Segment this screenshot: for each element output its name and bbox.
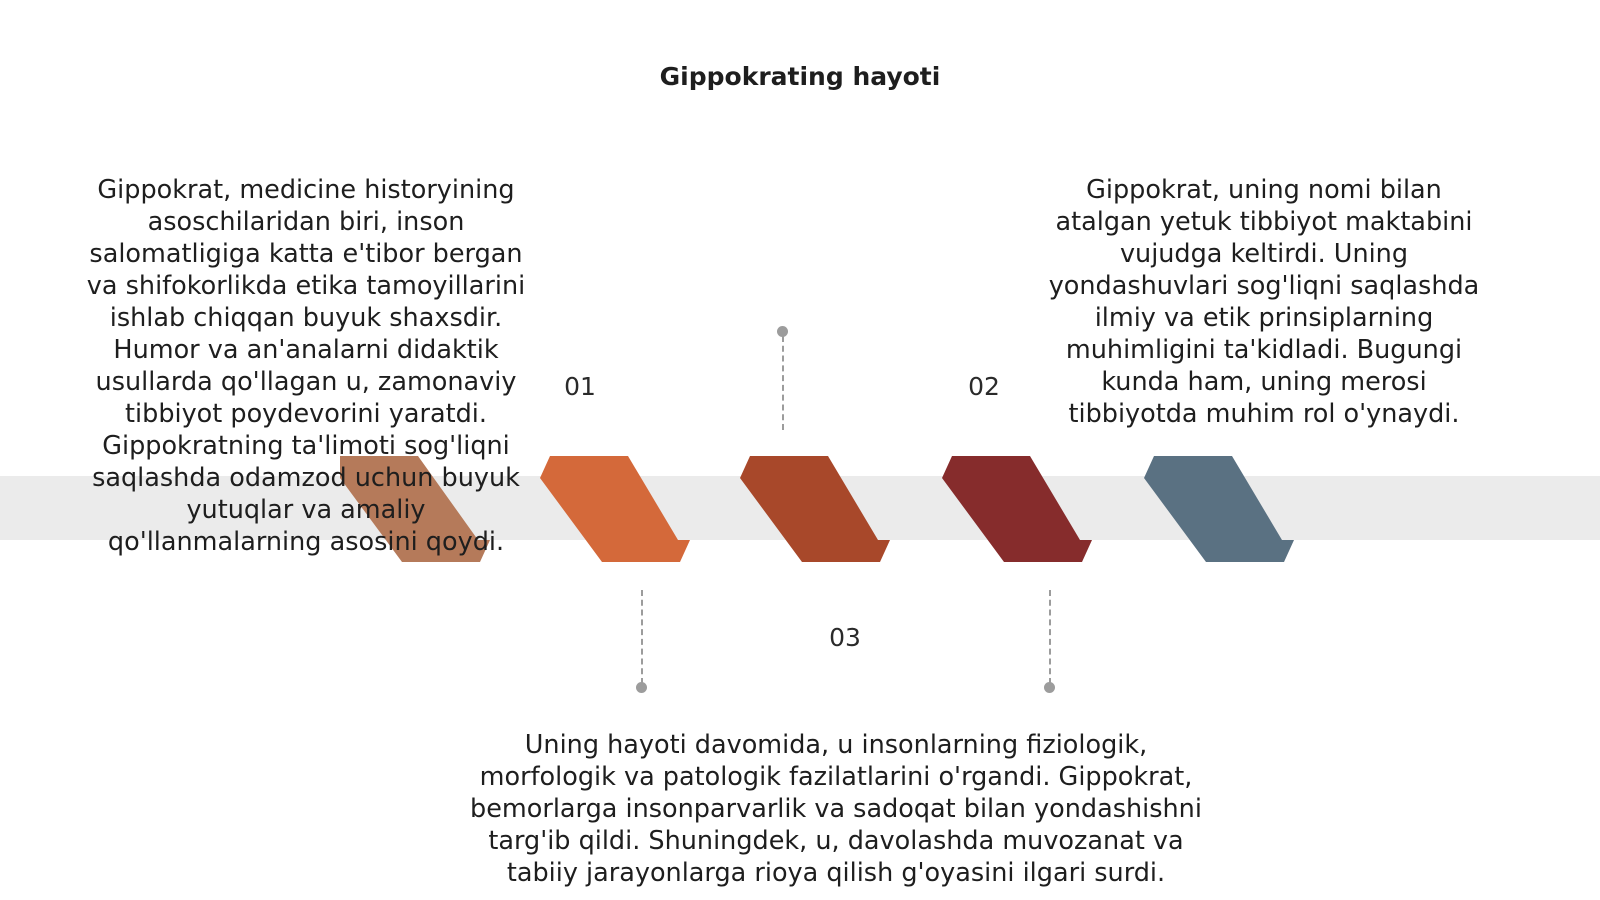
step-number-01: 01	[564, 372, 596, 401]
timeline-shape-2	[540, 456, 690, 562]
step-text-03: Uning hayoti davomida, u insonlarning fiziologik, morfologik va patologik fazilatlarini o'rgandi. Gippokrat, bemorlarga insonparvarlik va sadoqat bilan yondashishni targ'ib qildi. Shuningdek, u, davolashda muvozanat va tabiiy jarayonlarga rioya qilish g'oyasini ilgari surdi.	[470, 730, 1202, 888]
connector-line-top	[782, 336, 784, 430]
connector-line-bottom-left	[641, 590, 643, 684]
step-text-02: Gippokrat, uning nomi bilan atalgan yetuk tibbiyot maktabini vujudga keltirdi. Uning yondashuvlari sog'liqni saqlashda ilmiy va etik prinsiplarning muhimligini ta'kidladi. Bugungi kunda ham, uning merosi tibbiyotda muhim rol o'ynaydi.	[1048, 175, 1480, 429]
connector-dot-bottom-right	[1044, 682, 1055, 693]
step-number-03: 03	[829, 623, 861, 652]
slide-title: Gippokrating hayoti	[659, 62, 941, 91]
connector-line-bottom-right	[1049, 590, 1051, 684]
timeline-shape-5	[1144, 456, 1294, 562]
connector-dot-bottom-left	[636, 682, 647, 693]
step-number-02: 02	[968, 372, 1000, 401]
timeline-shape-4	[942, 456, 1092, 562]
timeline-shape-3	[740, 456, 890, 562]
step-text-01: Gippokrat, medicine historyining asoschilaridan biri, inson salomatligiga katta e'tibor bergan va shifokorlikda etika tamoyillarini ishlab chiqqan buyuk shaxsdir. Humor va an'analarni didaktik usullarda qo'llagan u, zamonaviy tibbiyot poydevorini yaratdi. Gippokratning ta'limoti sog'liqni saqlashda odamzod uchun buyuk yutuqlar va amaliy qo'llanmalarning asosini qoydi.	[86, 175, 526, 557]
